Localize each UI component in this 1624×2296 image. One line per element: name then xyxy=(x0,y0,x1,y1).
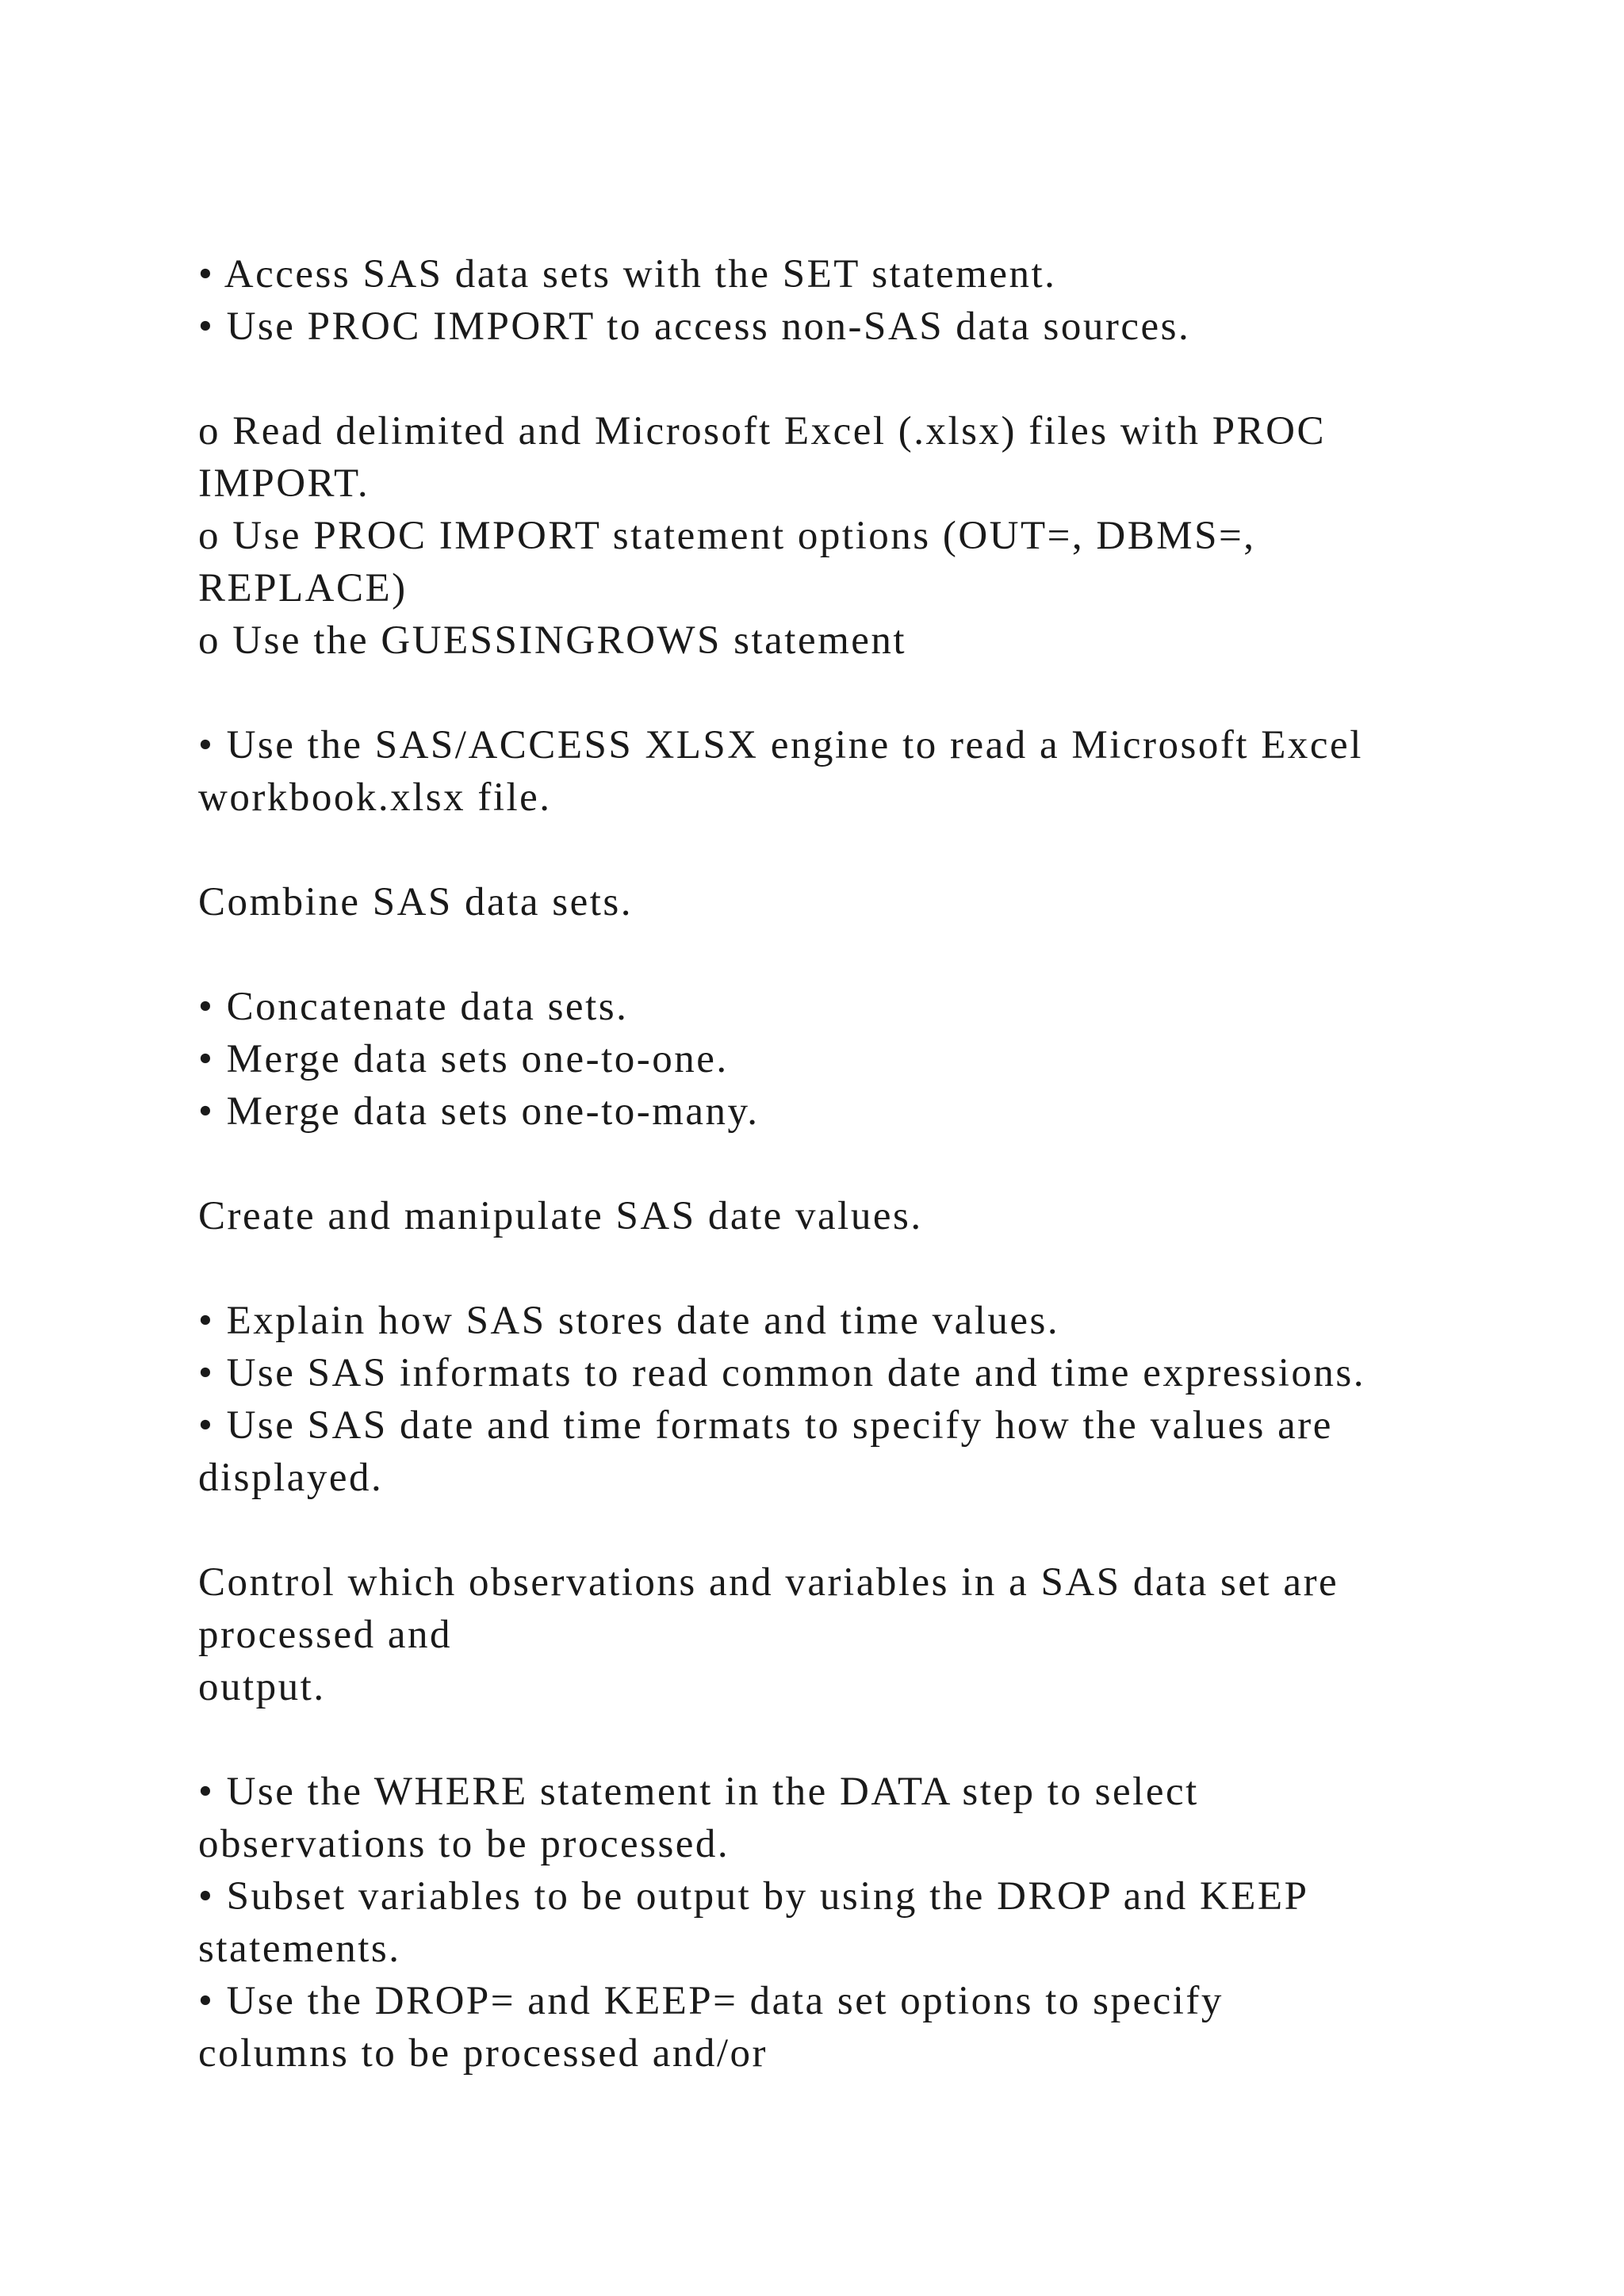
text-line: • Merge data sets one-to-many. xyxy=(198,1089,760,1134)
section-heading: processed and xyxy=(198,1613,452,1657)
text-line: • Concatenate data sets. xyxy=(198,985,629,1029)
text-line: • Explain how SAS stores date and time values. xyxy=(198,1299,1060,1343)
section-heading: output. xyxy=(198,1665,326,1709)
blank-line xyxy=(198,824,1546,876)
text-line: • Use the DROP= and KEEP= data set options to specify xyxy=(198,1979,1224,2023)
text-line: • Access SAS data sets with the SET statement. xyxy=(198,252,1057,297)
section-heading: Create and manipulate SAS date values. xyxy=(198,1194,923,1238)
text-line: o Read delimited and Microsoft Excel (.xlsx) files with PROC xyxy=(198,409,1326,453)
blank-line xyxy=(198,1713,1546,1766)
blank-line xyxy=(198,1138,1546,1190)
text-line: REPLACE) xyxy=(198,566,408,610)
text-line: displayed. xyxy=(198,1456,384,1500)
text-line: • Merge data sets one-to-one. xyxy=(198,1037,729,1081)
text-line: o Use PROC IMPORT statement options (OUT=, DBMS=, xyxy=(198,514,1256,558)
blank-line xyxy=(198,1242,1546,1295)
section-heading: Combine SAS data sets. xyxy=(198,880,633,924)
blank-line xyxy=(198,1504,1546,1556)
text-line: • Use the SAS/ACCESS XLSX engine to read a Microsoft Excel xyxy=(198,723,1363,767)
blank-line xyxy=(198,928,1546,981)
text-line: • Subset variables to be output by using the DROP and KEEP xyxy=(198,1874,1309,1919)
section-heading: Control which observations and variables in a SAS data set are xyxy=(198,1560,1339,1605)
text-line: statements. xyxy=(198,1927,401,1971)
text-line: • Use SAS date and time formats to specify how the values are xyxy=(198,1403,1333,1448)
document-body xyxy=(198,248,1546,2080)
blank-line xyxy=(198,667,1546,719)
text-line: workbook.xlsx file. xyxy=(198,775,552,820)
blank-line xyxy=(198,353,1546,405)
text-line: observations to be processed. xyxy=(198,1822,730,1866)
text-line: • Use SAS informats to read common date and time expressions. xyxy=(198,1351,1366,1395)
text-line: • Use the WHERE statement in the DATA step to select xyxy=(198,1770,1199,1814)
text-line: o Use the GUESSINGROWS statement xyxy=(198,618,907,663)
text-line: columns to be processed and/or xyxy=(198,2031,768,2076)
text-line: • Use PROC IMPORT to access non-SAS data sources. xyxy=(198,304,1191,349)
text-line: IMPORT. xyxy=(198,461,370,506)
